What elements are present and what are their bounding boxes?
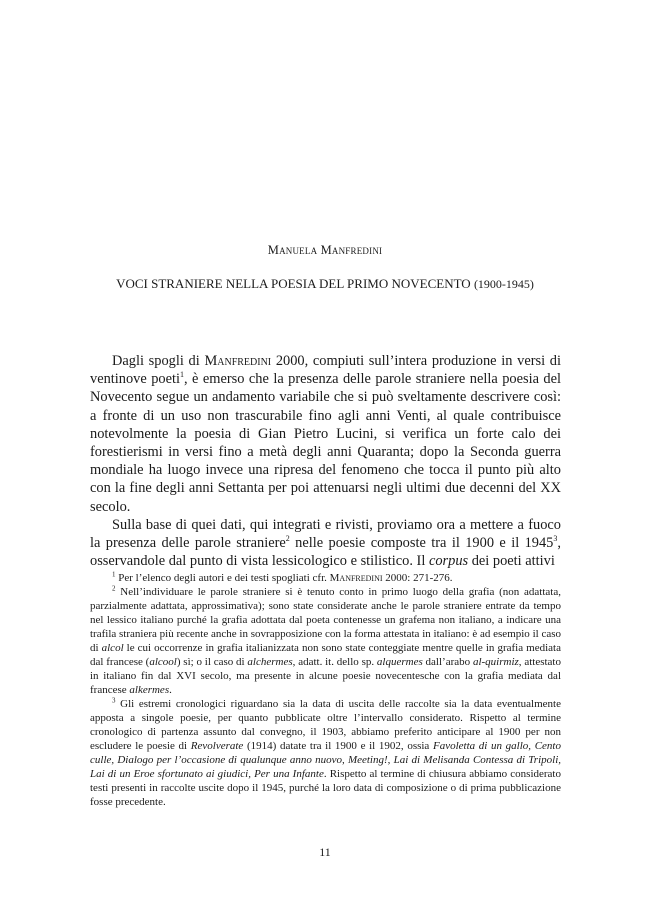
title-dates: (1900-1945) (473, 277, 534, 291)
fn3-text-b: (1914) datate tra il 1900 e il 1902, ossia (243, 740, 433, 752)
p1-text-b: 2000, compiuti sull’intera produzione in versi di ventinove poeti (90, 353, 562, 388)
body-text (90, 352, 561, 570)
fn2-text-e: dall’arabo (422, 656, 473, 668)
fn1-text-b: 2000: 271-276. (382, 572, 453, 584)
p2-text-a: Sulla base di quei dati, qui integrati e rivisti, proviamo ora a mettere a fuoco la presenza delle parole straniere (90, 516, 561, 552)
fn2-alchermes: alchermes (247, 656, 293, 668)
fn1-text-a: Per l’elenco degli autori e dei testi spogliati cfr. (115, 572, 330, 584)
page-number: 11 (319, 845, 331, 859)
fn2-alquirmiz: al-quirmiz (472, 656, 519, 668)
footnote-1-number: 1 (112, 570, 116, 579)
p2-text-b: nelle poesie composte tra il 1900 e il 1945 (289, 535, 554, 552)
footnote-2-number: 2 (112, 584, 116, 593)
footnote-3-number: 3 (112, 696, 116, 705)
footnote-2 (90, 585, 561, 697)
p1-author-ref: Manfredini (204, 353, 272, 369)
fn2-text-d: , adatt. it. dello sp. (292, 656, 377, 668)
p2-text-d: dei poeti attivi (468, 553, 555, 570)
p1-text-c: , è emerso che la presenza delle parole straniere nella poesia del Novecento segue un andamento variabile che si può sveltamente descrivere così: a fronte di un uso non trascurabile fino agli anni Venti, al quale contribuisce notevolmente la poesia di Gian Pietro Lucini, si verifica un forte calo dei forestierismi in versi fino a metà degli anni Quaranta; dopo la Seconda guerra mondiale ha luogo invece una ripresa del fenomeno che tocca il punto più alto con la fine degli anni Settanta per poi attenuarsi negli ultimi due decenni del XX secolo. (90, 371, 561, 515)
p1-text-a: Dagli spogli di (112, 353, 205, 369)
fn2-alcol: alcol (101, 642, 124, 654)
footnote-ref-1[interactable]: 1 (179, 370, 184, 380)
article-title (0, 276, 650, 292)
fn1-author-ref: Manfredini (329, 572, 383, 584)
fn3-text-a: Gli estremi cronologici riguardano sia la data di uscita delle raccolte sia la data eventualmente apposta a singole poesie, per quanto pubblicate oltre l’intervallo considerato. Rispetto al termine cronologico di partenza assunto dal convegno, il 1903, abbiamo preferito anticipare al 1900 per non escludere le poesie di (90, 698, 561, 752)
p2-text-c: , osservandole dal punto di vista lessicologico e stilistico. Il (90, 535, 561, 570)
fn2-text-g: . (169, 684, 172, 696)
fn2-alcool: alcool (149, 656, 177, 668)
fn2-text-b: le cui occorrenze in grafia italianizzata non sono state conteggiate mentre quelle in grafia mediata dal francese ( (90, 642, 561, 668)
footnote-3 (90, 697, 561, 809)
fn3-text-c: . Rispetto al termine di chiusura abbiamo considerato testi presenti in raccolte uscite dopo il 1945, purché la loro data di composizione o di prima pubblicazione fosse precedente. (90, 768, 561, 808)
title-main: VOCI STRANIERE NELLA POESIA DEL PRIMO NOVECENTO (116, 276, 471, 291)
footnotes (90, 571, 561, 809)
fn3-titles: Favoletta di un gallo, Cento culle, Dialogo per l’occasione di qualunque anno nuovo, Meeting!, Lai di Melisanda Contessa di Tripoli, Lai di un Eroe sfortunato ai giudici, Per una Infante (90, 740, 561, 780)
fn3-revolverate: Revolverate (190, 740, 244, 752)
fn2-alkermes: alkermes (129, 684, 170, 696)
footnote-1 (90, 571, 561, 585)
fn2-text-c: ) sì; o il caso di (176, 656, 248, 668)
fn2-text-a: Nell’individuare le parole straniere si è tenuto conto in primo luogo della grafia (non adattata, parzialmente adattata, approssimativa); sono state considerate anche le parole straniere entrate da tempo nel lessico italiano purché la grafia adottata dal poeta contenesse un grafema non italiano, a indicare una trafila straniera più recente anche in sovrapposizione con la forma attestata in italiano: è ad esempio il caso di (90, 586, 561, 654)
paragraph-2 (90, 516, 561, 571)
footnote-ref-3[interactable]: 3 (553, 534, 558, 544)
footnote-ref-2[interactable]: 2 (285, 534, 290, 544)
fn2-alquermes: alquermes (376, 656, 423, 668)
paragraph-1 (90, 352, 561, 516)
fn2-text-f: , attestato in italiano fin dal XVI secolo, ma presente in alcune poesie novecentesche con la grafia mediata dal francese (90, 656, 561, 696)
p2-corpus: corpus (428, 553, 469, 570)
author-name: Manuela Manfredini (267, 243, 383, 257)
